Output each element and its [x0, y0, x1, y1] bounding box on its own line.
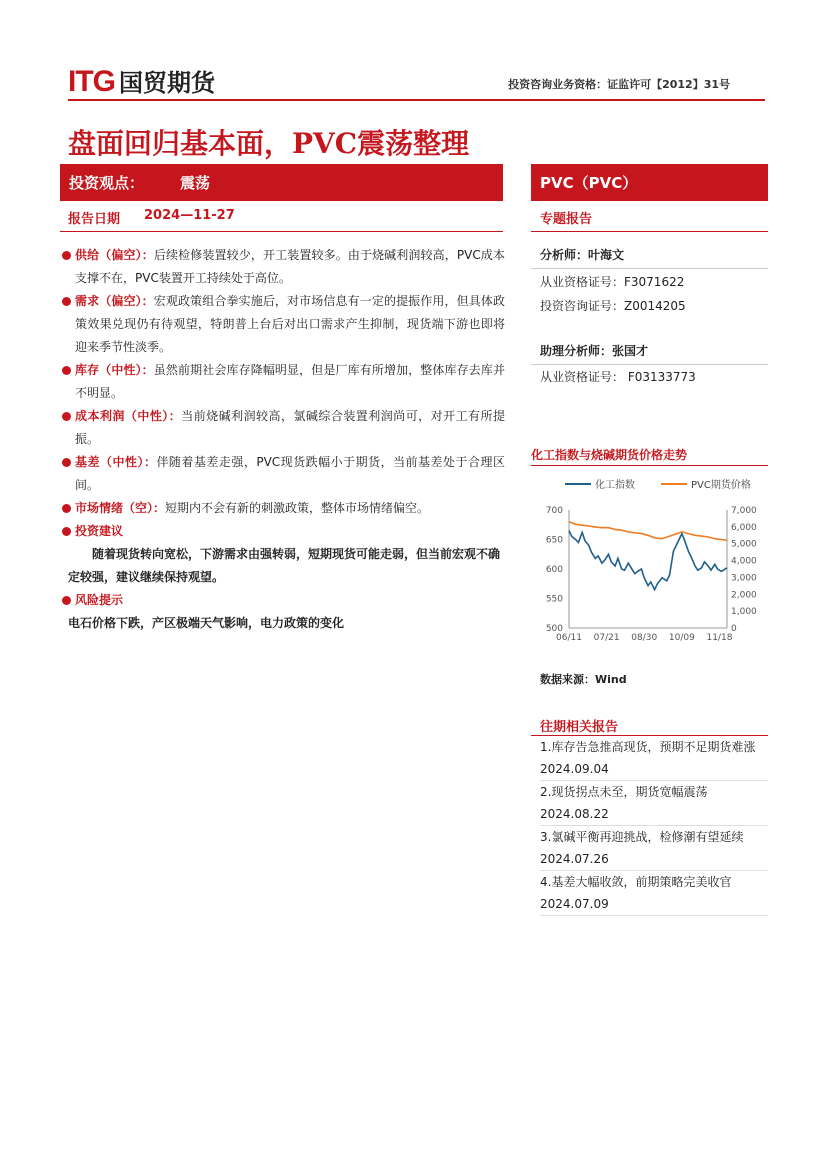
point-supply [60, 244, 505, 290]
point-head: 库存（中性）： [75, 363, 154, 377]
point-head: 基差（中性）： [75, 455, 157, 469]
risk-heading [60, 589, 505, 612]
bullet-icon [62, 297, 71, 306]
x-tick-label: 11/18 [706, 633, 733, 643]
report-date [68, 208, 235, 227]
y-tick-label-right: 3,000 [731, 573, 757, 584]
view-label: 投资观点： [69, 174, 145, 192]
y-tick-label-right: 1,000 [731, 607, 757, 618]
advice-body: 随着现货转向宽松，下游需求由强转弱，短期现货可能走弱，但当前宏观不确定较强，建议继续保持观望。 [68, 547, 501, 584]
data-source: 数据来源：Wind [540, 673, 627, 686]
point-body: 短期内不会有新的刺激政策，整体市场情绪偏空。 [165, 501, 430, 515]
y-tick-label-left: 500 [545, 624, 563, 634]
analyst-divider [531, 268, 768, 269]
series-line-0 [569, 531, 727, 590]
y-tick-label-left: 600 [545, 565, 563, 575]
report-date-label: 报告日期 [68, 212, 121, 227]
related-report-item[interactable]: 2.现货拐点未至，期货宽幅震荡 2024.08.22 [540, 781, 768, 826]
right-divider [531, 231, 768, 232]
price-chart [531, 470, 768, 650]
header-divider [68, 99, 765, 101]
series-line-1 [569, 522, 727, 541]
bullet-icon [62, 504, 71, 513]
view-value: 震荡 [180, 174, 211, 192]
chart-svg [531, 470, 768, 650]
advice-heading [60, 520, 505, 543]
related-report-item[interactable]: 1.库存告急推高现货，预期不足期货难涨 2024.09.04 [540, 736, 768, 781]
legend-label-0: 化工指数 [595, 480, 635, 491]
point-basis [60, 451, 505, 497]
y-tick-label-left: 700 [545, 506, 563, 516]
logo-cn-text: 国贸期货 [119, 69, 215, 97]
y-tick-label-right: 7,000 [731, 506, 757, 516]
product-label: PVC（PVC） [540, 174, 638, 192]
x-tick-label: 07/21 [593, 633, 620, 643]
point-body: 伴随着基差走强，PVC现货跌幅小于期货，当前基差处于合理区间。 [75, 455, 505, 492]
bullet-icon [62, 366, 71, 375]
logo-itg-text: ITG [68, 65, 115, 98]
left-divider [60, 231, 503, 232]
company-logo [68, 63, 215, 99]
y-tick-label-right: 5,000 [731, 539, 757, 550]
related-reports-list [540, 736, 768, 916]
point-cost-profit [60, 405, 505, 451]
chart-title: 化工指数与烧碱期货价格走势 [531, 448, 688, 462]
x-tick-label: 08/30 [631, 633, 658, 643]
bullet-icon [62, 527, 71, 536]
point-sentiment [60, 497, 505, 520]
related-report-item[interactable]: 4.基差大幅收敛，前期策略完美收官 2024.07.09 [540, 871, 768, 916]
y-tick-label-right: 0 [731, 624, 737, 634]
point-head: 供给（偏空）： [75, 248, 154, 262]
y-tick-label-left: 650 [545, 535, 563, 546]
point-body: 宏观政策组合拳实施后，对市场信息有一定的提振作用，但具体政策效果兑现仍有待观望，特朗普上台后对出口需求产生抑制，现货端下游也即将迎来季节性淡季。 [75, 294, 505, 354]
chart-divider [531, 465, 768, 466]
point-demand [60, 290, 505, 359]
x-tick-label: 10/09 [668, 633, 695, 643]
bullet-icon [62, 458, 71, 467]
key-points [60, 244, 505, 635]
y-tick-label-left: 550 [545, 594, 563, 605]
point-head: 市场情绪（空）： [75, 501, 166, 515]
assistant-license: 从业资格证号： F03133773 [540, 370, 696, 384]
point-body: 后续检修装置较少，开工装置较多。由于烧碱利润较高，PVC成本支撑不在，PVC装置开工持续处于高位。 [75, 248, 505, 285]
bullet-icon [62, 412, 71, 421]
report-type: 专题报告 [540, 212, 593, 227]
analyst-license-2: 投资咨询证号：Z0014205 [540, 299, 686, 313]
analyst-license-1: 从业资格证号：F3071622 [540, 275, 685, 289]
risk-head: 风险提示 [75, 593, 124, 607]
related-report-item[interactable]: 3.氯碱平衡再迎挑战，检修潮有望延续 2024.07.26 [540, 826, 768, 871]
related-reports-title: 往期相关报告 [540, 720, 619, 735]
product-bar [531, 164, 768, 201]
bullet-icon [62, 596, 71, 605]
x-tick-label: 06/11 [556, 633, 582, 643]
point-body: 虽然前期社会库存降幅明显，但是厂库有所增加，整体库存去库并不明显。 [75, 363, 505, 400]
y-tick-label-right: 2,000 [731, 590, 757, 601]
license-info: 投资咨询业务资格：证监许可【2012】31号 [508, 78, 730, 91]
risk-body: 电石价格下跌，产区极端天气影响，电力政策的变化 [68, 616, 345, 630]
point-body: 当前烧碱利润较高，氯碱综合装置利润尚可，对开工有所提振。 [75, 409, 505, 446]
advice-head: 投资建议 [75, 524, 124, 538]
legend-label-1: PVC期货价格 [691, 480, 751, 491]
point-inventory [60, 359, 505, 405]
report-date-value: 2024—11-27 [144, 208, 235, 223]
bullet-icon [62, 251, 71, 260]
analyst-name: 分析师：叶海文 [540, 248, 625, 262]
report-title: 盘面回归基本面，PVC震荡整理 [68, 127, 470, 160]
point-head: 成本利润（中性）： [75, 409, 182, 423]
view-bar [60, 164, 503, 201]
point-head: 需求（偏空）： [75, 294, 154, 308]
y-tick-label-right: 4,000 [731, 556, 757, 567]
y-tick-label-right: 6,000 [731, 522, 757, 533]
assistant-name: 助理分析师：张国才 [540, 344, 649, 358]
